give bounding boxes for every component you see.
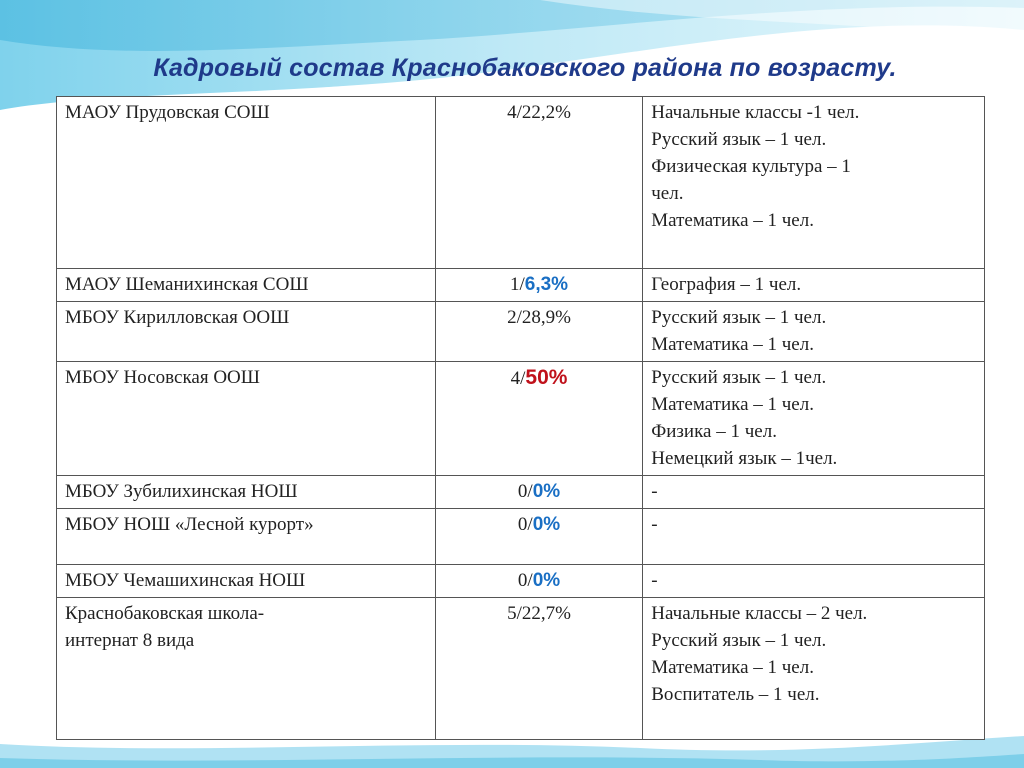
subject-line: Математика – 1 чел.	[651, 657, 814, 678]
school-name-cell	[57, 509, 436, 565]
subjects-cell	[643, 97, 985, 269]
school-name-cell	[57, 565, 436, 598]
subject-line: Физика – 1 чел.	[651, 421, 777, 442]
school-name-line: МБОУ Кирилловская ООШ	[65, 307, 290, 328]
school-name-line: МБОУ Носовская ООШ	[65, 367, 260, 388]
staff-count-value: 2/28,9%	[507, 307, 571, 328]
staff-table-body	[57, 97, 985, 740]
subject-line: Немецкий язык – 1чел.	[651, 448, 838, 469]
subject-line: География – 1 чел.	[651, 274, 802, 295]
school-name-cell	[57, 362, 436, 476]
subject-line: Математика – 1 чел.	[651, 394, 814, 415]
school-name-line: МБОУ Зубилихинская НОШ	[65, 481, 298, 502]
school-name-cell	[57, 476, 436, 509]
school-name-line: МАОУ Прудовская СОШ	[65, 102, 270, 123]
school-name-line: МАОУ Шеманихинская СОШ	[65, 274, 309, 295]
subject-line: Математика – 1 чел.	[651, 210, 814, 231]
subject-line: Русский язык – 1 чел.	[651, 630, 827, 651]
page-title: Кадровый состав Краснобаковского района по возрасту.	[153, 54, 897, 82]
table-row	[57, 302, 985, 362]
school-name-line: МБОУ НОШ «Лесной курорт»	[65, 514, 314, 535]
table-row	[57, 598, 985, 740]
table-row	[57, 476, 985, 509]
table-row	[57, 362, 985, 476]
staff-count-cell	[435, 565, 642, 598]
subject-line: Начальные классы – 2 чел.	[651, 603, 868, 624]
staff-count-value: 0/	[517, 570, 533, 591]
subject-line: Русский язык – 1 чел.	[651, 307, 827, 328]
staff-count-cell	[435, 598, 642, 740]
subject-line: Русский язык – 1 чел.	[651, 129, 827, 150]
percent-highlight: 0%	[532, 481, 561, 502]
staff-count-value: 4/	[510, 368, 526, 389]
subjects-cell	[643, 565, 985, 598]
staff-count-cell	[435, 97, 642, 269]
subjects-cell	[643, 362, 985, 476]
table-row	[57, 509, 985, 565]
subjects-cell	[643, 509, 985, 565]
percent-highlight: 6,3%	[524, 274, 569, 295]
staff-count-cell	[435, 302, 642, 362]
subjects-cell	[643, 598, 985, 740]
staff-count-cell	[435, 476, 642, 509]
subjects-cell	[643, 269, 985, 302]
subjects-cell	[643, 476, 985, 509]
table-row	[57, 269, 985, 302]
subject-line: -	[651, 514, 658, 535]
staff-count-value: 1/	[509, 274, 525, 295]
subject-line: -	[651, 570, 658, 591]
subject-line: Воспитатель – 1 чел.	[651, 684, 820, 705]
subject-line: -	[651, 481, 658, 502]
percent-highlight: 0%	[532, 514, 561, 535]
staff-table	[56, 96, 985, 740]
staff-count-value: 5/22,7%	[507, 603, 571, 624]
staff-count-cell	[435, 362, 642, 476]
percent-highlight: 0%	[532, 570, 561, 591]
school-name-cell	[57, 302, 436, 362]
school-name-line: МБОУ Чемашихинская НОШ	[65, 570, 306, 591]
subject-line: Физическая культура – 1	[651, 156, 851, 177]
staff-count-value: 0/	[517, 481, 533, 502]
subject-line: Математика – 1 чел.	[651, 334, 814, 355]
subject-line: Русский язык – 1 чел.	[651, 367, 827, 388]
staff-count-value: 4/22,2%	[507, 102, 571, 123]
subject-line: Начальные классы -1 чел.	[651, 102, 860, 123]
school-name-cell	[57, 598, 436, 740]
school-name-line: интернат 8 вида	[65, 630, 195, 651]
subjects-cell	[643, 302, 985, 362]
school-name-cell	[57, 269, 436, 302]
staff-count-cell	[435, 509, 642, 565]
staff-count-value: 0/	[517, 514, 533, 535]
table-row	[57, 97, 985, 269]
staff-count-cell	[435, 269, 642, 302]
school-name-cell	[57, 97, 436, 269]
school-name-line: Краснобаковская школа-	[65, 603, 265, 624]
table-row	[57, 565, 985, 598]
subject-line: чел.	[651, 183, 684, 204]
percent-highlight: 50%	[525, 366, 568, 389]
